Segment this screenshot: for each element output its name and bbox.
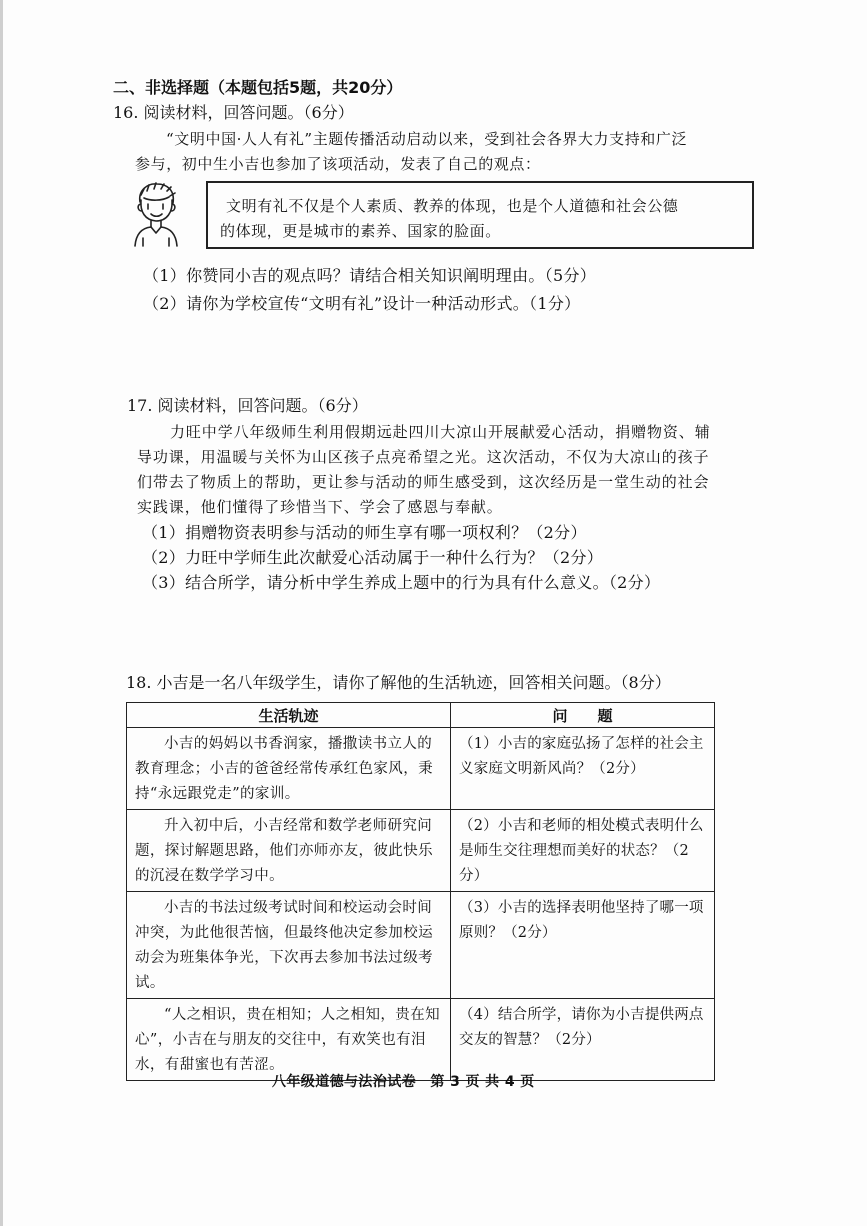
trace-text: “人之相识，贵在相知；人之相知，贵在知心”，小吉在与朋友的交往中，有欢笑也有泪水，有甜蜜也有苦涩。 — [135, 1007, 441, 1073]
question-text: （4）结合所学，请你为小吉提供两点交友的智慧？（2分） — [459, 1007, 704, 1048]
q17-sub-question-1: （1）捐赠物资表明参与活动的师生享有哪一项权利？（2分） — [142, 523, 587, 542]
trace-text: 小吉的书法过级考试时间和校运动会时间冲突，为此他很苦恼，但最终他决定参加校运动会为班集体争光，下次再去参加书法过级考试。 — [135, 900, 433, 991]
table-header-row — [127, 703, 715, 728]
q16-material-line-1: “文明中国·人人有礼”主题传播活动启动以来，受到社会各界大力支持和广泛 — [166, 130, 688, 148]
q16-heading: 16. 阅读材料，回答问题。（6分） — [113, 103, 354, 122]
q17-sub-question-3: （3）结合所学，请分析中学生养成上题中的行为具有什么意义。（2分） — [142, 573, 661, 592]
q17-sub-question-2: （2）力旺中学师生此次献爱心活动属于一种什么行为？（2分） — [142, 548, 604, 567]
q17-heading: 17. 阅读材料，回答问题。（6分） — [127, 396, 368, 415]
section-title: 二、非选择题（本题包括5题，共20分） — [113, 78, 403, 97]
life-trace-table — [126, 702, 715, 1081]
q16-sub-question-1: （1）你赞同小吉的观点吗？请结合相关知识阐明理由。（5分） — [143, 266, 597, 285]
trace-cell — [127, 892, 451, 999]
table-row — [127, 728, 715, 810]
column-header-question: 问 题 — [451, 703, 715, 728]
question-cell — [451, 728, 715, 810]
question-cell — [451, 810, 715, 892]
q17-material-line-1: 力旺中学八年级师生利用假期远赴四川大凉山开展献爱心活动，捐赠物资、辅 — [170, 423, 711, 441]
scan-edge — [0, 0, 3, 1226]
q16-sub-question-2: （2）请你为学校宣传“文明有礼”设计一种活动形式。（1分） — [143, 294, 581, 313]
student-avatar-icon — [130, 180, 182, 254]
q17-material-line-3: 们带去了物质上的帮助，更让参与活动的师生感受到，这次经历是一堂生动的社会 — [137, 473, 710, 491]
trace-text: 小吉的妈妈以书香润家，播撒读书立人的教育理念；小吉的爸爸经常传承红色家风，秉持“永远跟党走”的家训。 — [135, 736, 433, 802]
question-text: （3）小吉的选择表明他坚持了哪一项原则？（2分） — [459, 900, 704, 941]
quote-line-1: 文明有礼不仅是个人素质、教养的体现，也是个人道德和社会公德 — [226, 197, 679, 215]
table-row — [127, 999, 715, 1081]
column-header-trace: 生活轨迹 — [127, 703, 451, 728]
trace-cell — [127, 728, 451, 810]
table-row — [127, 810, 715, 892]
question-text: （1）小吉的家庭弘扬了怎样的社会主义家庭文明新风尚？（2分） — [459, 736, 704, 777]
trace-cell — [127, 999, 451, 1081]
q18-heading: 18. 小吉是一名八年级学生，请你了解他的生活轨迹，回答相关问题。（8分） — [126, 673, 671, 692]
quote-line-2: 的体现，更是城市的素养、国家的脸面。 — [220, 222, 501, 240]
question-text: （2）小吉和老师的相处模式表明什么是师生交往理想而美好的状态？（2分） — [459, 818, 704, 884]
trace-text: 升入初中后，小吉经常和数学老师研究问题，探讨解题思路，他们亦师亦友，彼此快乐的沉浸在数学学习中。 — [135, 818, 433, 884]
question-cell — [451, 999, 715, 1081]
page-footer: 八年级道德与法治试卷 第 3 页 共 4 页 — [272, 1074, 535, 1090]
table-row — [127, 892, 715, 999]
q17-material-line-4: 实践课，他们懂得了珍惜当下、学会了感恩与奉献。 — [137, 498, 503, 516]
q16-material-line-2: 参与，初中生小吉也参加了该项活动，发表了自己的观点： — [135, 155, 541, 173]
question-cell — [451, 892, 715, 999]
q17-material-line-2: 导功课，用温暖与关怀为山区孩子点亮希望之光。这次活动，不仅为大凉山的孩子 — [137, 448, 710, 466]
trace-cell — [127, 810, 451, 892]
